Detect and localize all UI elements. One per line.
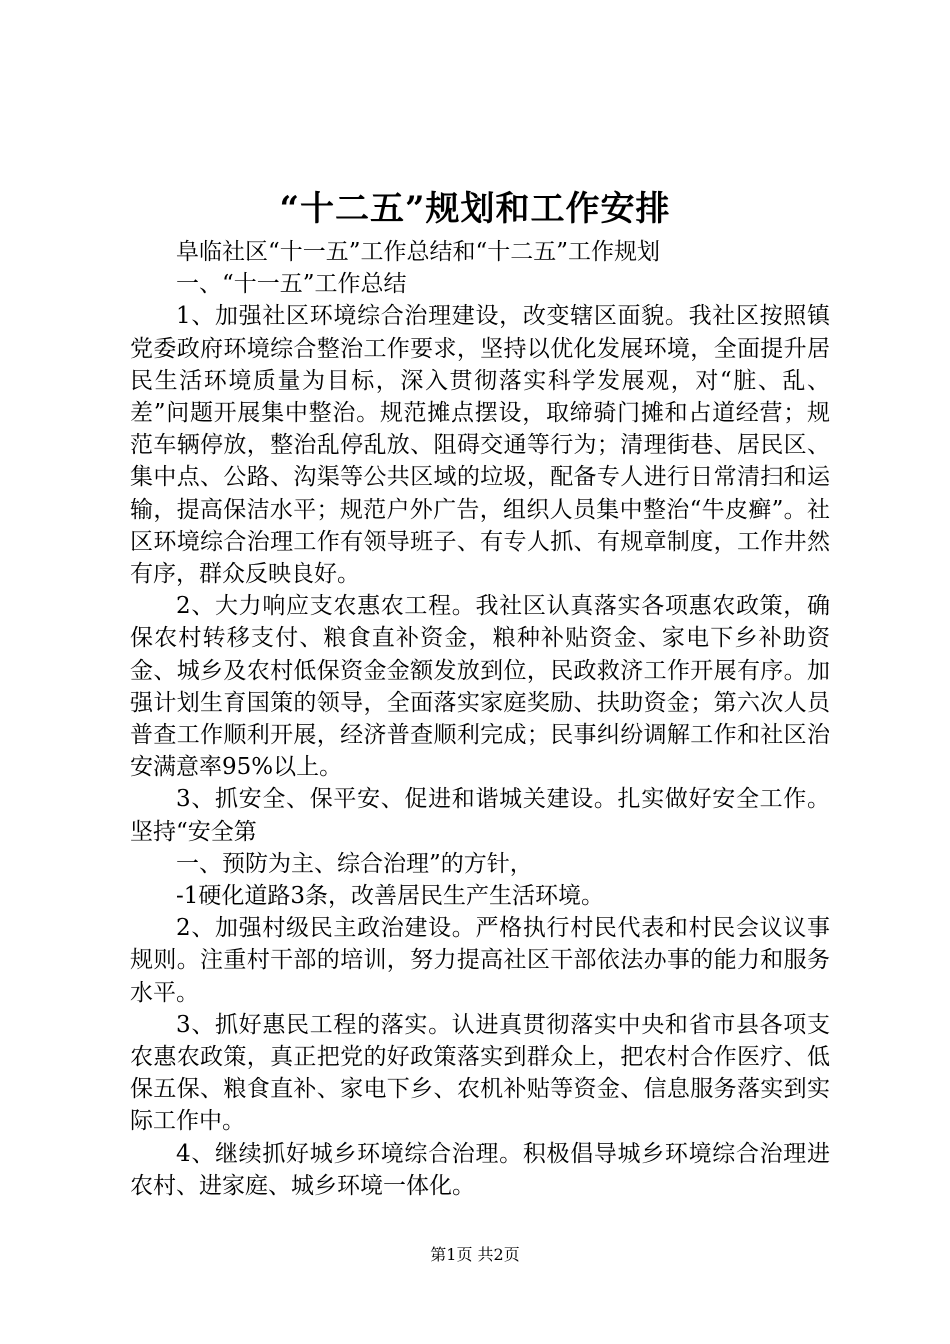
paragraph: 3、抓安全、保平安、促进和谐城关建设。扎实做好安全工作。坚持“安全第 [130, 786, 830, 845]
paragraph-subtitle: 阜临社区“十一五”工作总结和“十二五”工作规划 [176, 239, 661, 265]
paragraph: 2、大力响应支农惠农工程。我社区认真落实各项惠农政策，确保农村转移支付、粮食直补资金，粮种补贴资金、家电下乡补助资金、城乡及农村低保资金金额发放到位，民政救济工作开展有序。加强计划生育国策的领导，全面落实家庭奖励、扶助资金；第六次人员普查工作顺利开展，经济普查顺利完成；民事纠纷调解工作和社区治安满意率95%以上。 [130, 593, 830, 781]
paragraph: 1、加强社区环境综合治理建设，改变辖区面貌。我社区按照镇党委政府环境综合整治工作要求，坚持以优化发展环境，全面提升居民生活环境质量为目标，深入贯彻落实科学发展观，对“脏、乱、差”问题开展集中整治。规范摊点摆设，取缔骑门摊和占道经营；规范车辆停放，整治乱停乱放、阻碍交通等行为；清理街巷、居民区、集中点、公路、沟渠等公共区域的垃圾，配备专人进行日常清扫和运输，提高保洁水平；规范户外广告，组织人员集中整治“牛皮癣”。社区环境综合治理工作有领导班子、有专人抓、有规章制度，工作井然有序，群众反映良好。 [130, 303, 830, 588]
page-footer: 第1页 共2页 [430, 1245, 520, 1264]
document-body [130, 236, 830, 1202]
paragraph: -1硬化道路3条，改善居民生产生活环境。 [176, 883, 605, 910]
paragraph: 一、预防为主、综合治理”的方针， [176, 850, 533, 877]
paragraph-section-heading: 一、“十一五”工作总结 [176, 271, 407, 298]
paragraph: 2、加强村级民主政治建设。严格执行村民代表和村民会议议事规则。注重村干部的培训，努力提高社区干部依法办事的能力和服务水平。 [130, 915, 830, 1006]
paragraph: 4、继续抓好城乡环境综合治理。积极倡导城乡环境综合治理进农村、进家庭、城乡环境一体化。 [130, 1140, 830, 1199]
document-title: “十二五”规划和工作安排 [279, 189, 671, 229]
paragraph: 3、抓好惠民工程的落实。认进真贯彻落实中央和省市县各项支农惠农政策，真正把党的好政策落实到群众上，把农村合作医疗、低保五保、粮食直补、家电下乡、农机补贴等资金、信息服务落实到实际工作中。 [130, 1011, 830, 1135]
